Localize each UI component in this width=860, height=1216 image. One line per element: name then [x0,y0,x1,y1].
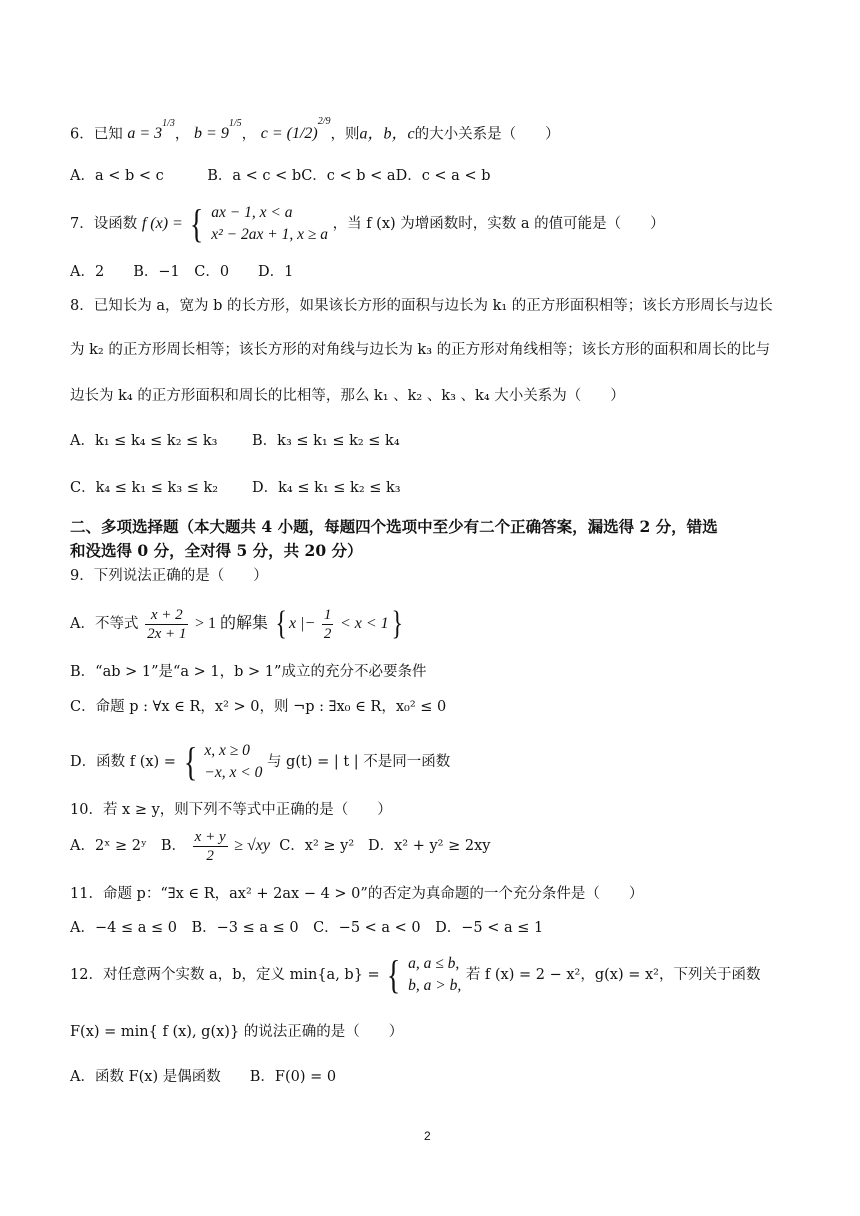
q8-option-d: D．k₄ ≤ k₁ ≤ k₂ ≤ k₃ [252,480,401,496]
q9-set-close-brace: } [391,605,403,642]
q12-options: A．函数 F(x) 是偶函数 B．F(0) = 0 [70,1069,337,1085]
q7-options: A．2 B．−1 C．0 D．1 [70,264,294,280]
q7-case-2: x² − 2ax + 1, x ≥ a [211,226,328,243]
q7-cases [211,202,328,246]
q7-brace: { [190,201,204,246]
section-2-heading-line-1: 二、多项选择题（本大题共 4 小题，每题四个选项中至少有二个正确答案，漏选得 2 分，错选 [70,517,718,536]
q10-option-d: D．x² + y² ≥ 2xy [368,838,491,854]
q10-option-b: ≥ √xy [234,837,270,854]
q9-option-a: A．不等式 $\frac{x + 2}{2x + 1}$ > 1 的解集 { x |− $\frac{1}{2}$ < x < 1} [70,605,403,642]
q9-d-cases: x, x ≥ 0 −x, x < 0 [204,742,263,781]
q7-stem-prefix: 7．设函数 [70,216,138,232]
q9-set-open-brace: { [275,605,287,642]
q11-stem: 11．命题 p：“∃x ∈ R，ax² + 2ax − 4 > 0”的否定为真命题的一个充分条件是（ ） [70,886,644,902]
q6-vars: a，b，c [359,125,415,143]
q8-option-b: B．k₃ ≤ k₁ ≤ k₂ ≤ k₄ [252,433,400,449]
q8-line-1: 8．已知长为 a，宽为 b 的长方形，如果该长方形的面积与边长为 k₁ 的正方形面积相等；该长方形周长与边长 [70,298,773,314]
q7-case-1: ax − 1, x < a [211,204,293,221]
section-2-heading-line-2: 和没选得 0 分，全对得 5 分，共 20 分） [70,541,363,560]
q10-option-c: C．x² ≥ y² [279,838,355,854]
q12-line-2: F(x) = min{ f (x), g(x)} 的说法正确的是（ ） [70,1024,404,1040]
q10-option-a: A．2ˣ ≥ 2ʸ [70,838,148,854]
q8-option-c: C．k₄ ≤ k₁ ≤ k₃ ≤ k₂ [70,480,219,496]
q9-option-c: C．命题 p : ∀x ∈ R，x² > 0，则 ¬p : ∃x₀ ∈ R，x₀² ≤ 0 [70,699,447,715]
q12-stem: 12．对任意两个实数 a，b，定义 min{a, b} = { a, a ≤ b, b, a > b, 若 f (x) = 2 − x²，g(x) = x²，下列关于函数 [70,952,761,997]
q8-line-3: 边长为 k₄ 的正方形面积和周长的比相等，那么 k₁ 、k₂ 、k₃ 、k₄ 大小关系为（ ） [70,388,625,404]
q9-half-fraction: $\frac{1}{2}$ [323,606,332,642]
q6-b-expr: $b = 9^{1/5}$ [194,118,242,143]
q7-stem-suffix: ，当 f (x) 为增函数时，实数 a 的值可能是（ ） [332,216,665,232]
q6-tail: 的大小关系是（ ） [414,126,560,143]
q11-options: A．−4 ≤ a ≤ 0 B．−3 ≤ a ≤ 0 C．−5 < a < 0 D．−5 < a ≤ 1 [70,920,544,936]
q9-option-b: B．“ab > 1”是“a > 1，b > 1”成立的充分不必要条件 [70,664,427,680]
q10-stem: 10．若 x ≥ y，则下列不等式中正确的是（ ） [70,802,392,818]
q12-cases: a, a ≤ b, b, a > b, [408,955,462,994]
q7-function: f (x) = [141,215,183,232]
q9-fraction: $\frac{x + 2}{2x + 1}$ [147,606,187,642]
q8-option-a: A．k₁ ≤ k₄ ≤ k₂ ≤ k₃ [70,433,218,449]
q6-a-expr: $a = 3^{1/3}$ [127,118,175,143]
q9-d-brace: { [183,739,197,784]
q9-stem: 9．下列说法正确的是（ ） [70,568,268,584]
q6-c-expr: $c = (1/2)^{2/9}$ [260,116,331,143]
q6-options: A．a < b < c B．a < c < bC．c < b < aD．c < a < b [70,168,491,184]
q7-stem [70,202,665,246]
q12-brace: { [387,952,401,997]
q9-option-d: D．函数 f (x) = { x, x ≥ 0 −x, x < 0 与 g(t) = | t | 不是同一函数 [70,739,451,784]
page-number: 2 [424,1129,431,1143]
q8-line-2: 为 k₂ 的正方形周长相等；该长方形的对角线与边长为 k₃ 的正方形对角线相等；该长方形的面积和周长的比与 [70,342,771,358]
q10-options: A．2ˣ ≥ 2ʸ B． $\frac{x + y}{2}$ ≥ √xy C．x² ≥ y² D．x² + y² ≥ 2xy [70,828,491,864]
q10-fraction: $\frac{x + y}{2}$ [194,828,226,864]
q6-stem: 6．已知 $a = 3^{1/3}$， $b = 9^{1/5}$， $c = (1/2)^{2/9}$，则a，b，c的大小关系是（ ） [70,116,560,143]
q6-stem-prefix: 6．已知 [70,126,123,143]
